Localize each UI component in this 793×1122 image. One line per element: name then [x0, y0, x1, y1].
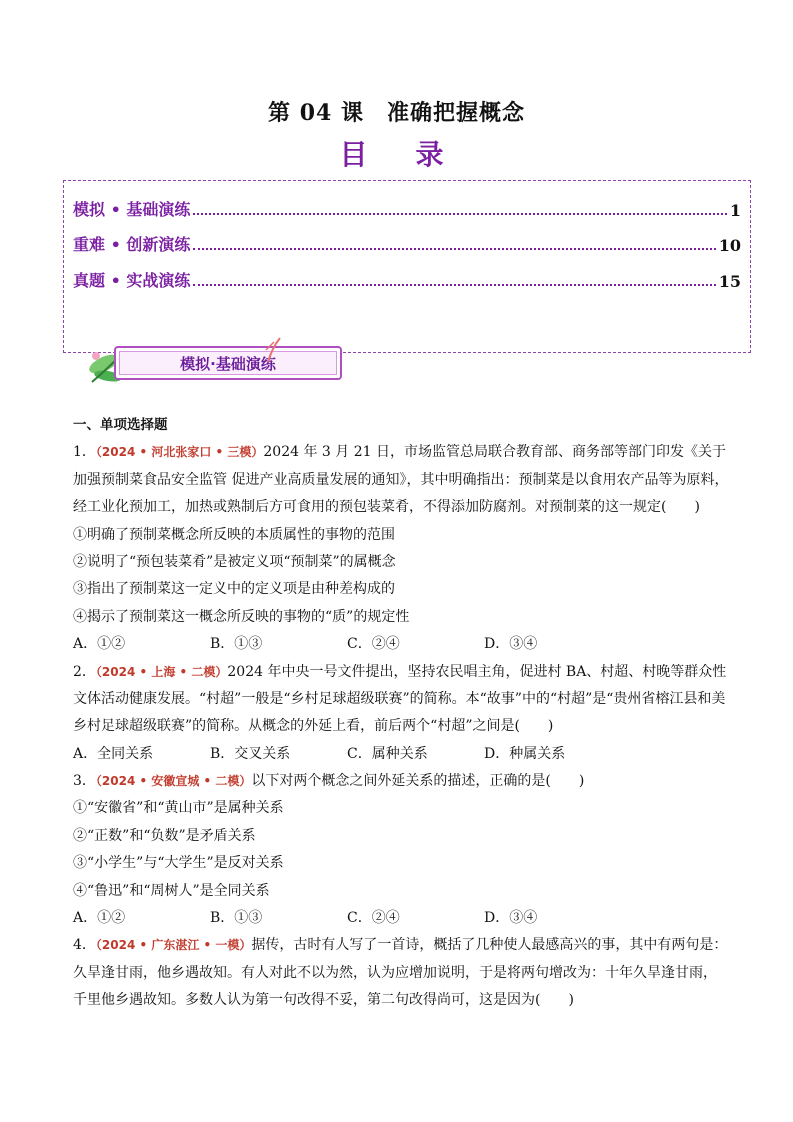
question-text: 以下对两个概念之间外延关系的描述，正确的是( )	[251, 773, 585, 790]
question-text: 乡村足球超级联赛”的简称。从概念的外延上看，前后两个“村超”之间是( )	[73, 718, 554, 735]
toc-entry[interactable]	[73, 198, 741, 220]
statement-item: ②说明了“预包装菜肴”是被定义项“预制菜”的属概念	[73, 553, 396, 570]
question-text: 2024 年 3 月 21 日，市场监管总局联合教育部、商务部等部门印发《关于	[263, 444, 726, 461]
question-text: 久旱逢甘雨，他乡遇故知。有人对此不以为然，认为应增加说明，于是将两句增改为：十年久旱逢甘雨，	[73, 964, 717, 981]
statement-item: ④“鲁迅”和“周树人”是全同关系	[73, 882, 270, 899]
section-title: 一、单项选择题	[73, 417, 168, 433]
question-text: 2024 年中央一号文件提出，坚持农民唱主角，促进村 BA、村超、村晚等群众性	[227, 663, 727, 680]
question-2-first-line	[73, 659, 727, 686]
question-number: 3．	[73, 773, 96, 790]
question-text: 经工业化预加工，加热或熟制后方可食用的预包装菜肴，不得添加防腐剂。对预制菜的这一规定( )	[73, 499, 700, 516]
question-text: 文体活动健康发展。“村超”一般是“乡村足球超级联赛”的简称。本“故事”中的“村超”是“贵州省榕江县和美	[73, 690, 726, 707]
question-3-first-line	[73, 768, 723, 795]
option-d[interactable]: D．③④	[484, 910, 538, 927]
section-banner	[84, 334, 284, 386]
option-a[interactable]: A．①②	[73, 910, 126, 927]
question-4-first-line	[73, 932, 728, 959]
toc-entry-label: 重难 • 创新演练	[73, 235, 191, 254]
banner-label: 模拟·基础演练	[119, 351, 337, 375]
document-title: 第 04 课 准确把握概念	[268, 100, 525, 126]
statement-item: ①明确了预制菜概念所反映的本质属性的事物的范围	[73, 526, 395, 543]
toc-entry-page: 15	[718, 272, 741, 291]
answer-options	[73, 631, 723, 658]
question-source: （2024 • 广东湛江 • 一模）	[95, 938, 252, 953]
question-text: 千里他乡遇故知。多数人认为第一句改得不妥，第二句改得尚可，这是因为( )	[73, 992, 574, 1009]
question-text: 据传，古时有人写了一首诗，概括了几种使人最感高兴的事，其中有两句是：	[251, 937, 728, 954]
toc-entry[interactable]	[73, 233, 741, 255]
question-source: （2024 • 上海 • 二模）	[95, 664, 228, 679]
answer-options	[73, 741, 723, 768]
question-number: 2．	[73, 663, 96, 680]
question-source: （2024 • 河北张家口 • 三模）	[95, 445, 264, 460]
toc-leader-dots	[193, 213, 726, 215]
toc-entry-label: 模拟 • 基础演练	[73, 200, 191, 219]
question-source: （2024 • 安徽宣城 • 二模）	[95, 774, 252, 789]
toc-heading: 目 录	[339, 138, 454, 171]
toc-entry-page: 10	[718, 236, 741, 255]
option-b[interactable]: B．①③	[210, 636, 263, 653]
question-number: 1．	[73, 444, 96, 461]
statement-item: ②“正数”和“负数”是矛盾关系	[73, 827, 256, 844]
statement-item: ④揭示了预制菜这一概念所反映的事物的“质”的规定性	[73, 608, 410, 625]
option-a[interactable]: A．全同关系	[73, 745, 154, 762]
question-1-first-line	[73, 439, 726, 466]
option-c[interactable]: C．②④	[347, 636, 400, 653]
banner-frame	[114, 346, 342, 380]
option-c[interactable]: C．②④	[347, 910, 400, 927]
toc-entry-label: 真题 • 实战演练	[73, 271, 191, 290]
option-d[interactable]: D．③④	[484, 636, 538, 653]
option-b[interactable]: B．交叉关系	[210, 745, 291, 762]
toc-entry[interactable]	[73, 269, 741, 291]
question-number: 4．	[73, 937, 96, 954]
option-a[interactable]: A．①②	[73, 636, 126, 653]
brush-stroke-icon	[264, 336, 284, 366]
question-content	[73, 412, 729, 1015]
option-b[interactable]: B．①③	[210, 910, 263, 927]
question-text: 加强预制菜食品安全监管 促进产业高质量发展的通知》，其中明确指出：预制菜是以食用农产品等为原料，	[73, 471, 729, 488]
option-c[interactable]: C．属种关系	[347, 745, 428, 762]
option-d[interactable]: D．种属关系	[484, 745, 566, 762]
statement-item: ③指出了预制菜这一定义中的定义项是由种差构成的	[73, 581, 395, 598]
table-of-contents	[63, 180, 751, 353]
statement-item: ③“小学生”与“大学生”是反对关系	[73, 855, 284, 872]
toc-leader-dots	[193, 248, 715, 250]
toc-entry-page: 1	[729, 201, 741, 220]
answer-options	[73, 905, 723, 932]
statement-item: ①“安徽省”和“黄山市”是属种关系	[73, 800, 284, 817]
toc-leader-dots	[193, 284, 715, 286]
